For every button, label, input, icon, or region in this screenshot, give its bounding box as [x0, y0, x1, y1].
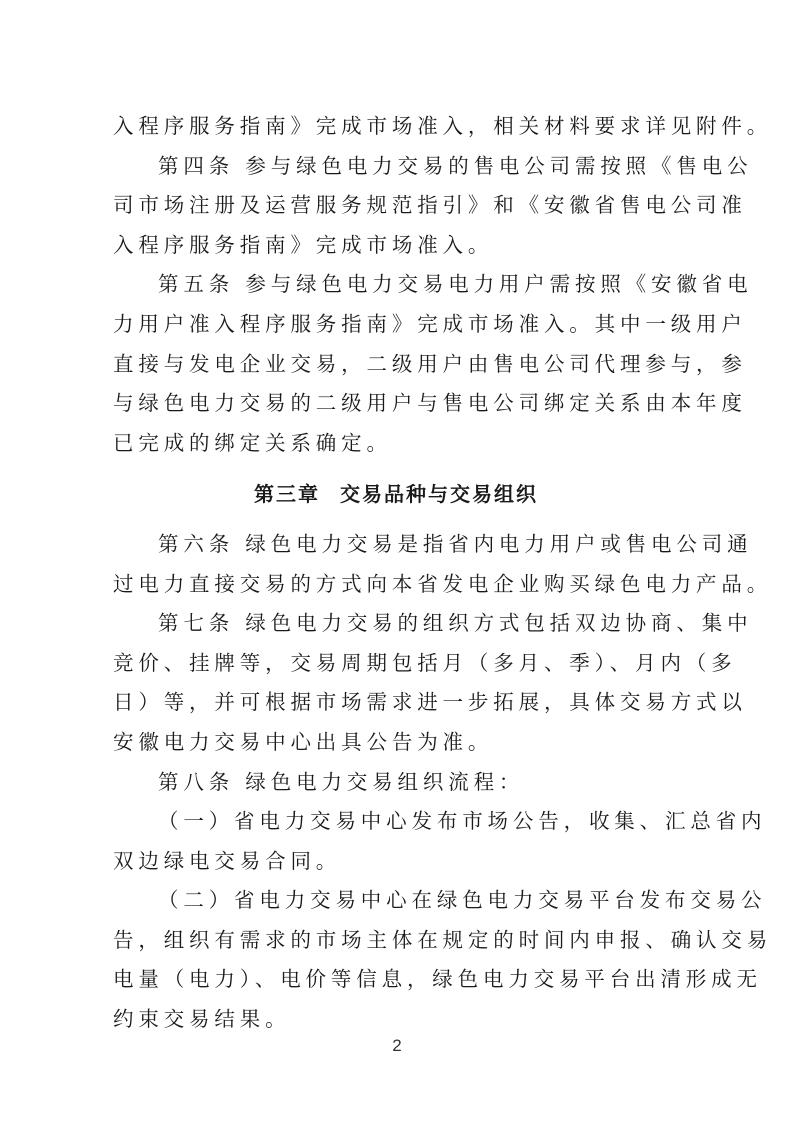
paragraph-article-7: [113, 604, 753, 762]
text-line: 入程序服务指南》完成市场准入。: [113, 232, 494, 257]
paragraph-article-5: [113, 265, 753, 463]
paragraph-article-8-item-1: [113, 802, 767, 881]
text-line: 告，组织有需求的市场主体在规定的时间内申报、确认交易: [113, 927, 773, 952]
paragraph-article-8-item-2: [113, 881, 773, 1039]
text-line: 过电力直接交易的方式向本省发电企业购买绿色电力产品。: [113, 571, 773, 596]
chapter-title: 交易品种与交易组织: [340, 482, 538, 507]
chapter-heading: [113, 475, 679, 515]
text-line: 约束交易结果。: [113, 1007, 291, 1032]
text-line: 日）等，并可根据市场需求进一步拓展，具体交易方式以: [113, 690, 747, 715]
text-line: 已完成的绑定关系确定。: [113, 430, 392, 455]
paragraph-article-4: [113, 147, 753, 266]
text-line: 第八条 绿色电力交易组织流程：: [158, 769, 525, 794]
text-line: 力用户准入程序服务指南》完成市场准入。其中一级用户: [113, 311, 747, 336]
text-line: （一）省电力交易中心发布市场公告，收集、汇总省内: [158, 809, 767, 834]
text-line: 第四条 参与绿色电力交易的售电公司需按照《售电公: [158, 153, 753, 178]
text-line: 第五条 参与绿色电力交易电力用户需按照《安徽省电: [158, 272, 753, 297]
text-line: 与绿色电力交易的二级用户与售电公司绑定关系由本年度: [113, 391, 747, 416]
text-line: 入程序服务指南》完成市场准入，相关材料要求详见附件。: [113, 114, 773, 138]
text-line: 安徽电力交易中心出具公告为准。: [113, 729, 494, 754]
text-line: 直接与发电企业交易，二级用户由售电公司代理参与，参: [113, 351, 747, 376]
text-line: 第七条 绿色电力交易的组织方式包括双边协商、集中: [158, 611, 753, 636]
text-line: 司市场注册及运营服务规范指引》和《安徽省售电公司准: [113, 193, 747, 218]
text-line: 电量（电力）、电价等信息，绿色电力交易平台出清形成无: [113, 967, 762, 992]
text-line: 双边绿电交易合同。: [113, 848, 342, 873]
paragraph-article-6: [113, 525, 773, 604]
paragraph-article-3-tail: [113, 107, 773, 147]
text-line: （二）省电力交易中心在绿色电力交易平台发布交易公: [158, 888, 767, 913]
page-number: 2: [392, 1036, 402, 1055]
text-line: 竞价、挂牌等，交易周期包括月（多月、季）、月内（多: [113, 650, 737, 675]
chapter-number: 第三章: [254, 482, 320, 507]
text-line: 第六条 绿色电力交易是指省内电力用户或售电公司通: [158, 531, 753, 556]
paragraph-article-8: [113, 763, 679, 803]
document-page: [113, 107, 773, 1040]
